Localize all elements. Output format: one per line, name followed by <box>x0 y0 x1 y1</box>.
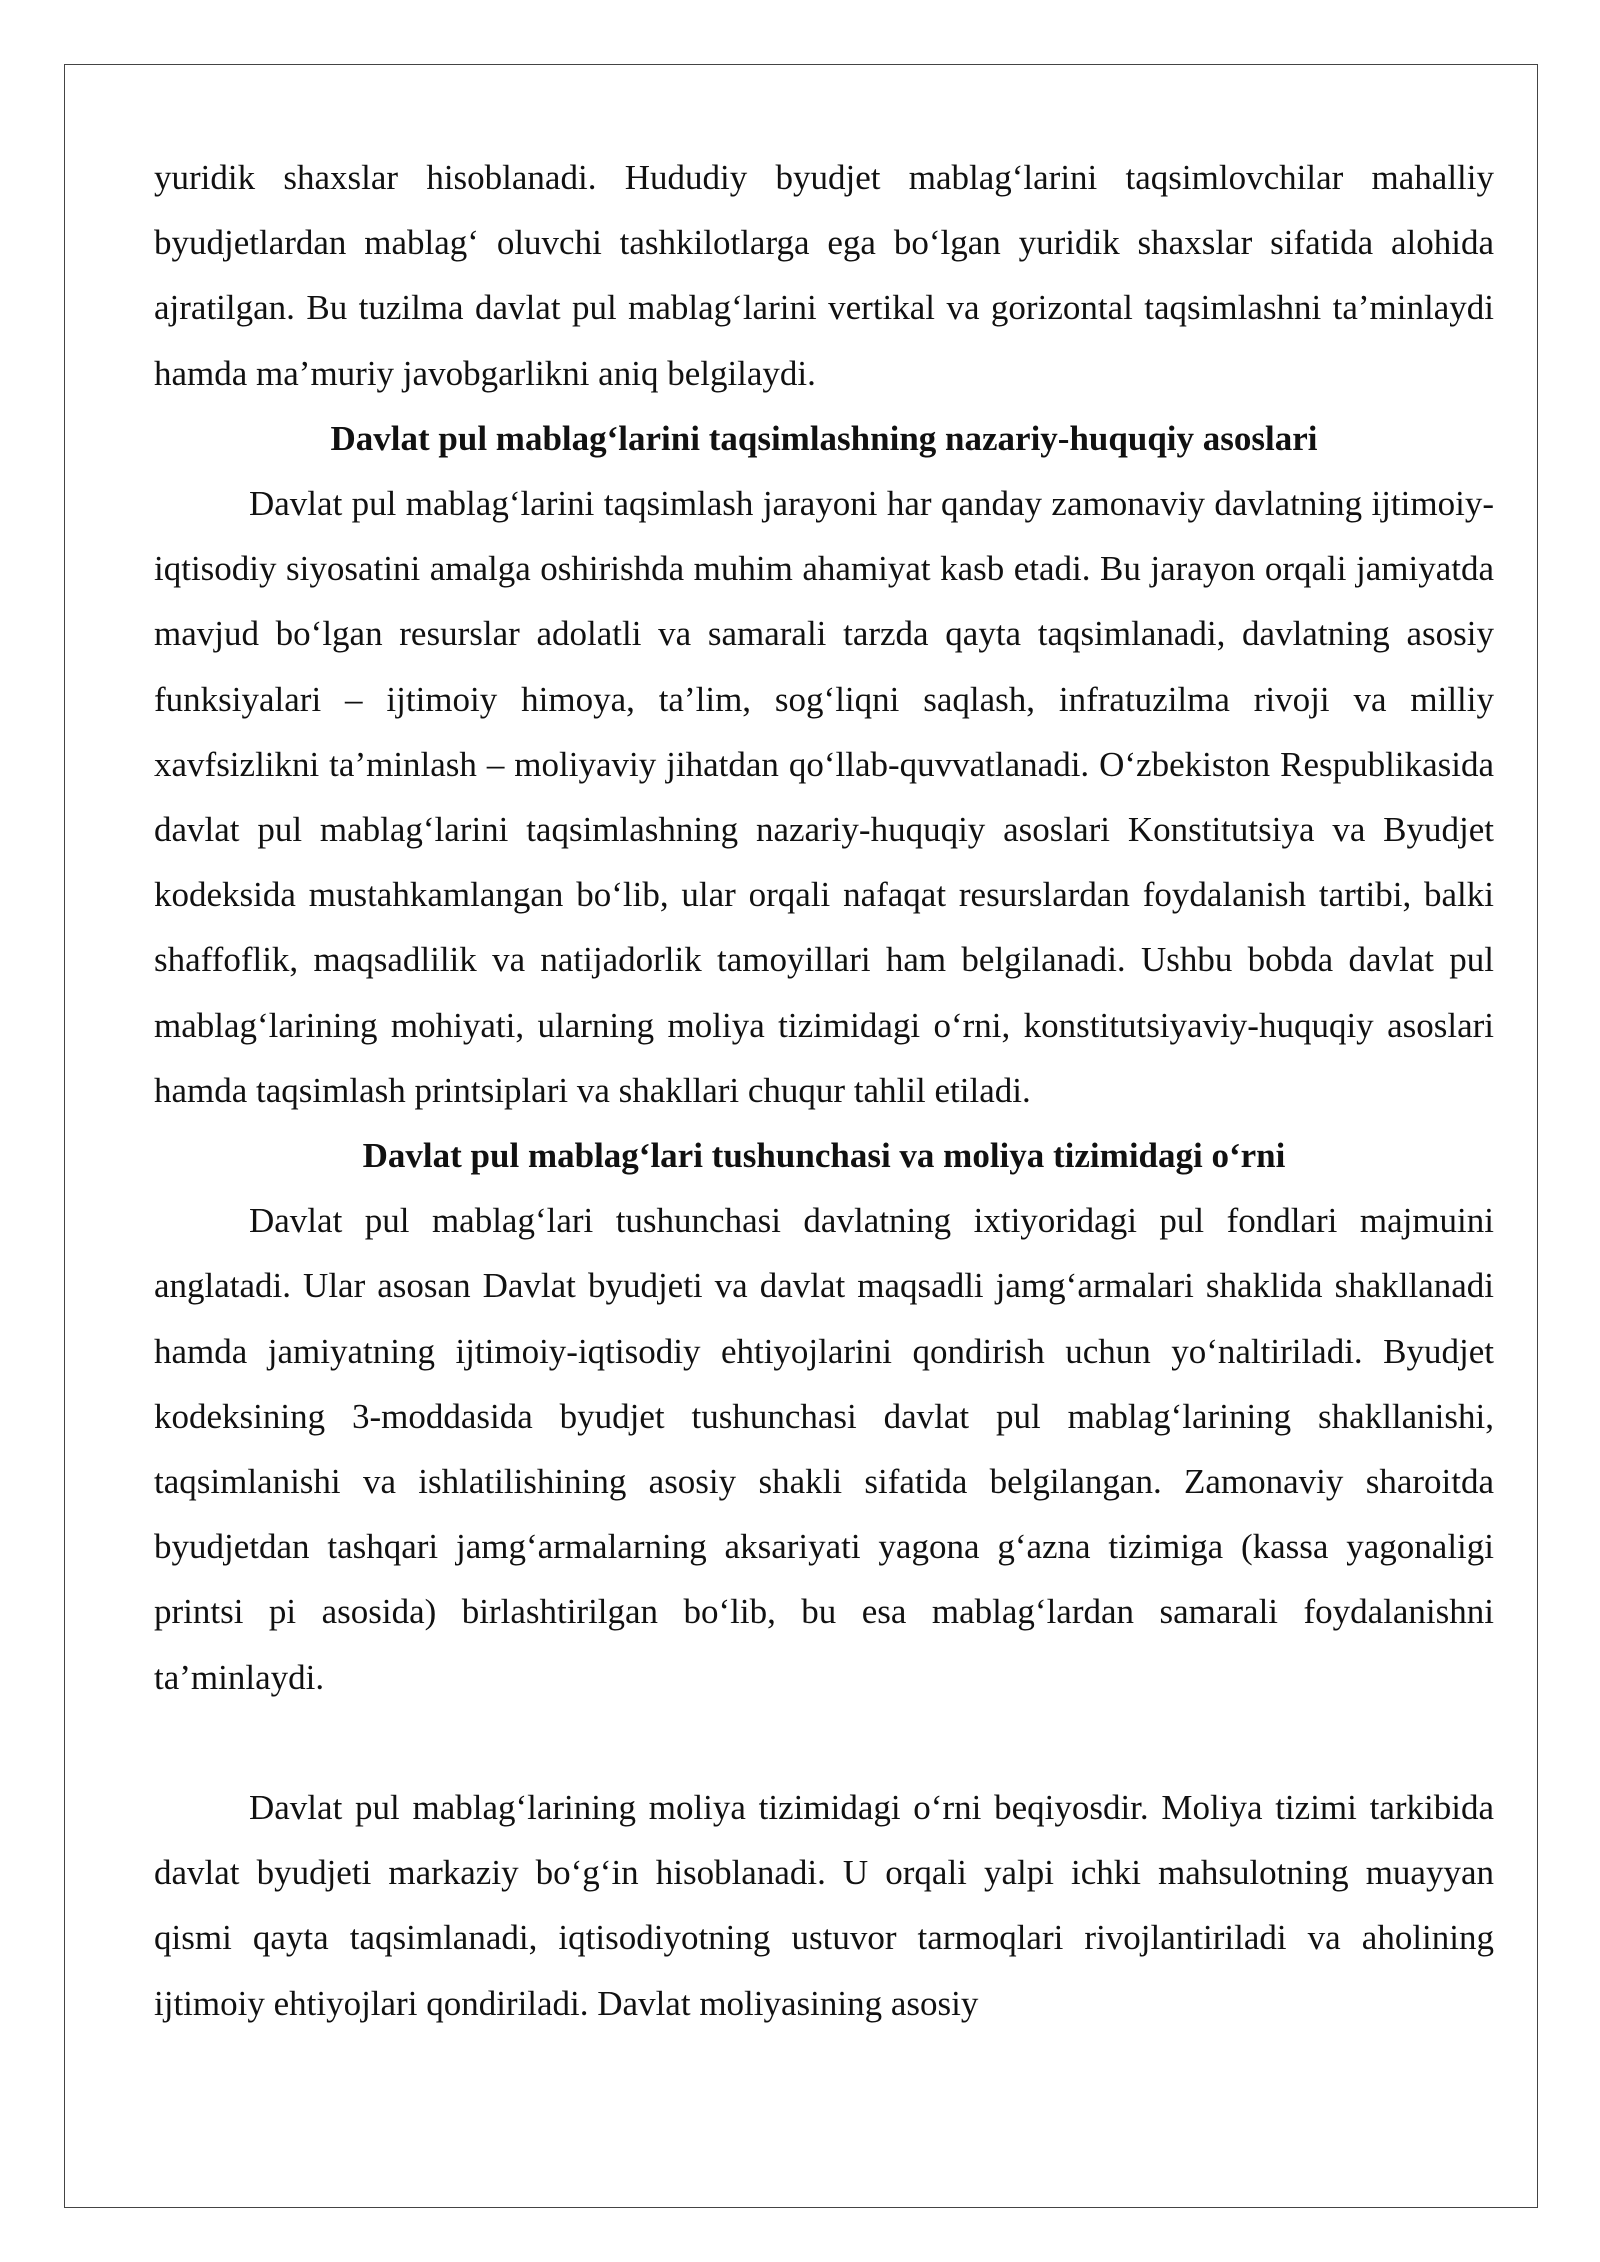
paragraph-spacer <box>154 1710 1494 1775</box>
document-body <box>154 145 1494 2036</box>
section-heading-theoretical-legal-basis: Davlat pul mablag‘larini taqsimlashning nazariy-huquqiy asoslari <box>330 418 1318 458</box>
paragraph-financial-system-role: Davlat pul mablag‘larining moliya tizimidagi o‘rni beqiyosdir. Moliya tizimi tarkibida davlat byudjeti markaziy bo‘g‘in hisoblanadi. U orqali yalpi ichki mahsulotning muayyan qismi qayta taqsimlanadi, iqtisodiyotning ustuvor tarmoqlari rivojlantiriladi va aholining ijtimoiy ehtiyojlari qondiriladi. Davlat moliyasining asosiy <box>154 1788 1494 2023</box>
paragraph-distribution-process: Davlat pul mablag‘larini taqsimlash jarayoni har qanday zamonaviy davlatning ijtimoiy-iqtisodiy siyosatini amalga oshirishda muhim ahamiyat kasb etadi. Bu jarayon orqali jamiyatda mavjud bo‘lgan resurslar adolatli va samarali tarzda qayta taqsimlanadi, davlatning asosiy funksiyalari – ijtimoiy himoya, ta’lim, sog‘liqni saqlash, infratuzilma rivoji va milliy xavfsizlikni ta’minlash – moliyaviy jihatdan qo‘llab-quvvatlanadi. O‘zbekiston Respublikasida davlat pul mablag‘larini taqsimlashning nazariy-huquqiy asoslari Konstitutsiya va Byudjet kodeksida mustahkamlangan bo‘lib, ular orqali nafaqat resurslardan foydalanish tartibi, balki shaffoflik, maqsadlilik va natijadorlik tamoyillari ham belgilanadi. Ushbu bobda davlat pul mablag‘larining mohiyati, ularning moliya tizimidagi o‘rni, konstitutsiyaviy-huquqiy asoslari hamda taqsimlash printsiplari va shakllari chuqur tahlil etiladi. <box>154 484 1494 1110</box>
paragraph-continuation: yuridik shaxslar hisoblanadi. Hududiy byudjet mablag‘larini taqsimlovchilar mahalliy byudjetlardan mablag‘ oluvchi tashkilotlarga ega bo‘lgan yuridik shaxslar sifatida alohida ajratilgan. Bu tuzilma davlat pul mablag‘larini vertikal va gorizontal taqsimlashni ta’minlaydi hamda ma’muriy javobgarlikni aniq belgilaydi. <box>154 158 1494 393</box>
paragraph-funds-concept: Davlat pul mablag‘lari tushunchasi davlatning ixtiyoridagi pul fondlari majmuini anglatadi. Ular asosan Davlat byudjeti va davlat maqsadli jamg‘armalari shaklida shakllanadi hamda jamiyatning ijtimoiy-iqtisodiy ehtiyojlarini qondirish uchun yo‘naltiriladi. Byudjet kodeksining 3-moddasida byudjet tushunchasi davlat pul mablag‘larining shakllanishi, taqsimlanishi va ishlatilishining asosiy shakli sifatida belgilangan. Zamonaviy sharoitda byudjetdan tashqari jamg‘armalarning aksariyati yagona g‘azna tizimiga (kassa yagonaligi printsi pi asosida) birlashtirilgan bo‘lib, bu esa mablag‘lardan samarali foydalanishni ta’minlaydi. <box>154 1201 1494 1697</box>
section-heading-funds-concept: Davlat pul mablag‘lari tushunchasi va moliya tizimidagi o‘rni <box>362 1136 1286 1176</box>
